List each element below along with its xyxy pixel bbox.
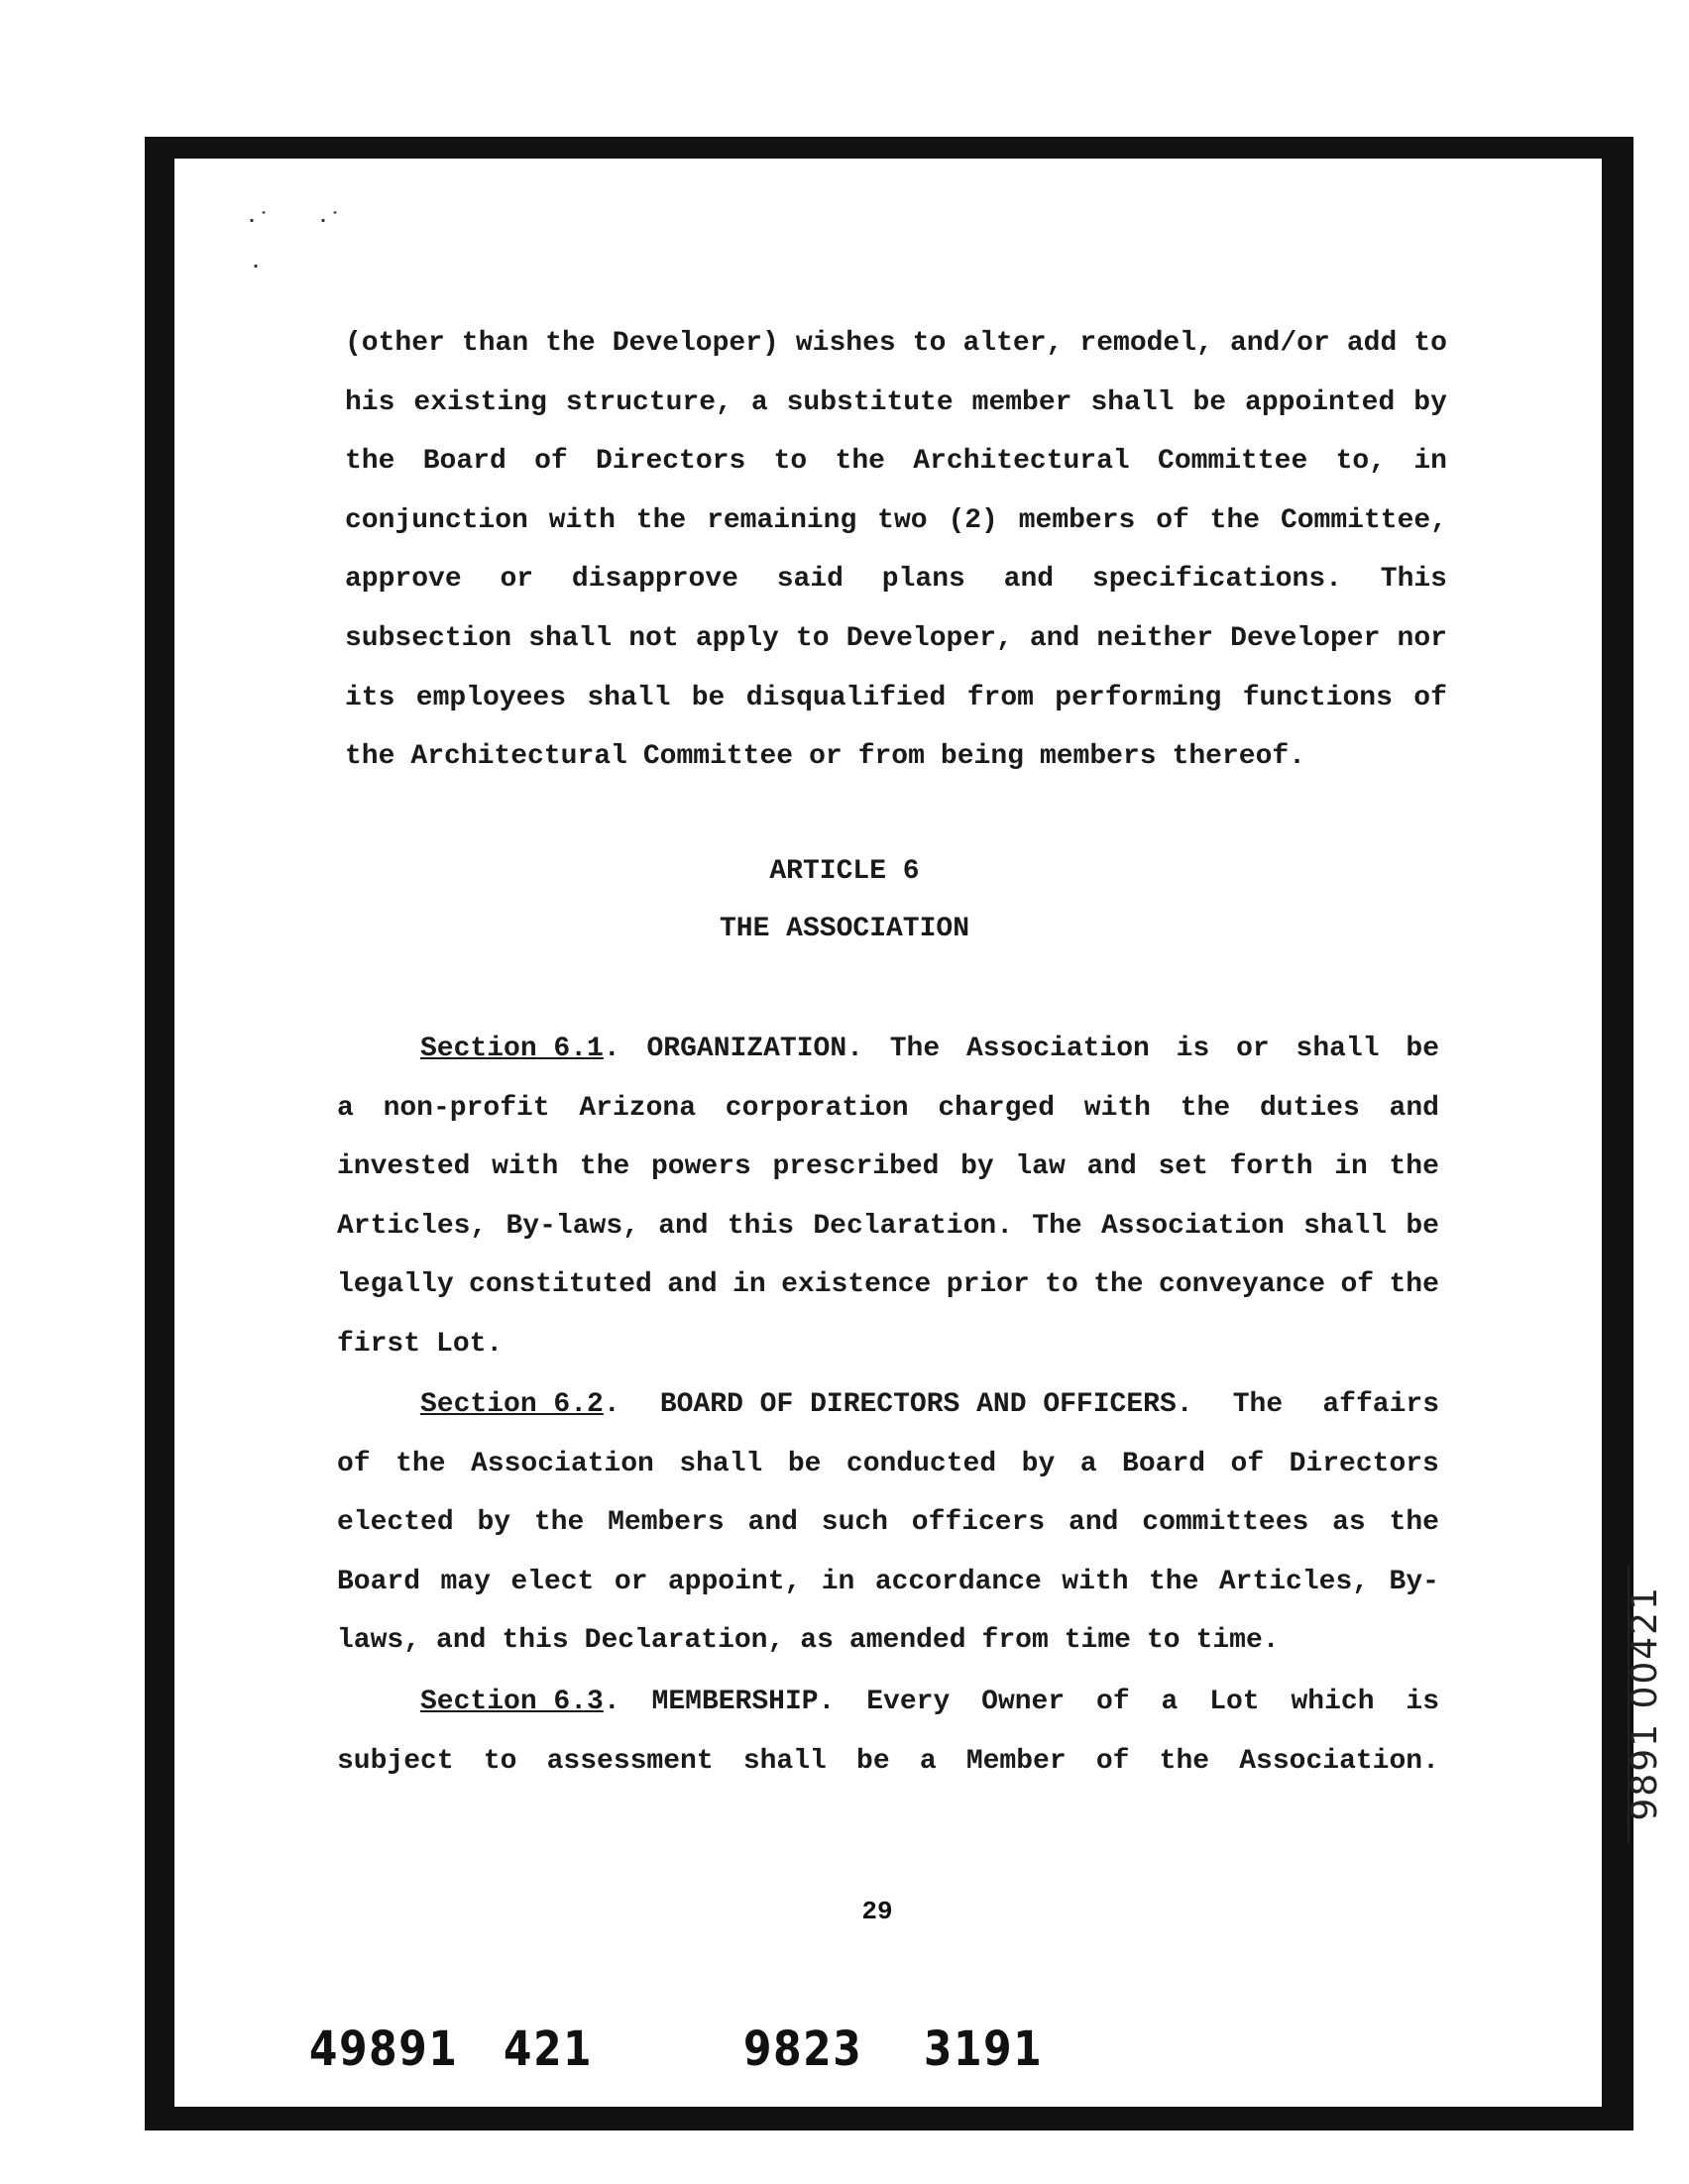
section-line: first Lot. (337, 1329, 504, 1360)
paragraph-line: approve or disapprove said plans and specifications. This (345, 564, 1447, 596)
scan-speck: · (250, 256, 263, 278)
section-line: a non-profit Arizona corporation charged with the duties and (337, 1092, 1439, 1124)
section-label: Section 6.3 (420, 1687, 604, 1717)
paragraph-line: its employees shall be disqualified from performing functions of (345, 682, 1447, 713)
section-line: Articles, By-laws, and this Declaration. The Association shall be (337, 1210, 1439, 1242)
bottom-stamp-2: 421 (504, 2021, 594, 2077)
section-heading: ORGANIZATION. (646, 1034, 863, 1064)
scan-speck: ·˙ ·˙ (246, 210, 342, 233)
paragraph-line: his existing structure, a substitute member shall be appointed by (345, 386, 1447, 418)
paragraph-line: the Board of Directors to the Architectural Committee to, in (345, 446, 1447, 478)
bottom-stamp-4: 3191 (924, 2021, 1044, 2077)
section-line: legally constituted and in existence prior to the conveyance of the (337, 1269, 1439, 1301)
section-heading: MEMBERSHIP. (651, 1687, 836, 1717)
bottom-stamp-3: 9823 (743, 2021, 863, 2077)
paragraph-line: conjunction with the remaining two (2) members of the Committee, (345, 504, 1447, 536)
section-line: Board may elect or appoint, in accordance with the Articles, By- (337, 1566, 1439, 1597)
section-label: Section 6.1 (420, 1034, 604, 1064)
bottom-stamp-1: 49891 (309, 2021, 459, 2077)
section-line: elected by the Members and such officers and committees as the (337, 1507, 1439, 1539)
section-line: subject to assessment shall be a Member of the Association. (337, 1745, 1439, 1777)
section-first-line: Section 6.1. ORGANIZATION. The Association is or shall be (420, 1034, 1439, 1064)
section-label: Section 6.2 (420, 1389, 604, 1420)
paragraph-line: (other than the Developer) wishes to alter, remodel, and/or add to (345, 328, 1447, 359)
section-first-line: Section 6.3. MEMBERSHIP. Every Owner of a Lot which is (420, 1687, 1439, 1717)
section-line: of the Association shall be conducted by a Board of Directors (337, 1448, 1439, 1479)
paragraph-line: subsection shall not apply to Developer, and neither Developer nor (345, 623, 1447, 654)
article-number: ARTICLE 6 (769, 856, 920, 887)
paragraph-line: the Architectural Committee or from being members thereof. (345, 741, 1305, 773)
page-number: 29 (861, 1897, 893, 1926)
section-line: laws, and this Declaration, as amended from time to time. (337, 1625, 1280, 1657)
section-first-line: Section 6.2. BOARD OF DIRECTORS AND OFFICERS. The affairs (420, 1389, 1439, 1420)
article-title: THE ASSOCIATION (719, 914, 970, 944)
side-stamp: 9891 00421 (1625, 1585, 1665, 1821)
section-line: invested with the powers prescribed by law and set forth in the (337, 1151, 1439, 1183)
section-heading: BOARD OF DIRECTORS AND OFFICERS. (659, 1389, 1193, 1420)
